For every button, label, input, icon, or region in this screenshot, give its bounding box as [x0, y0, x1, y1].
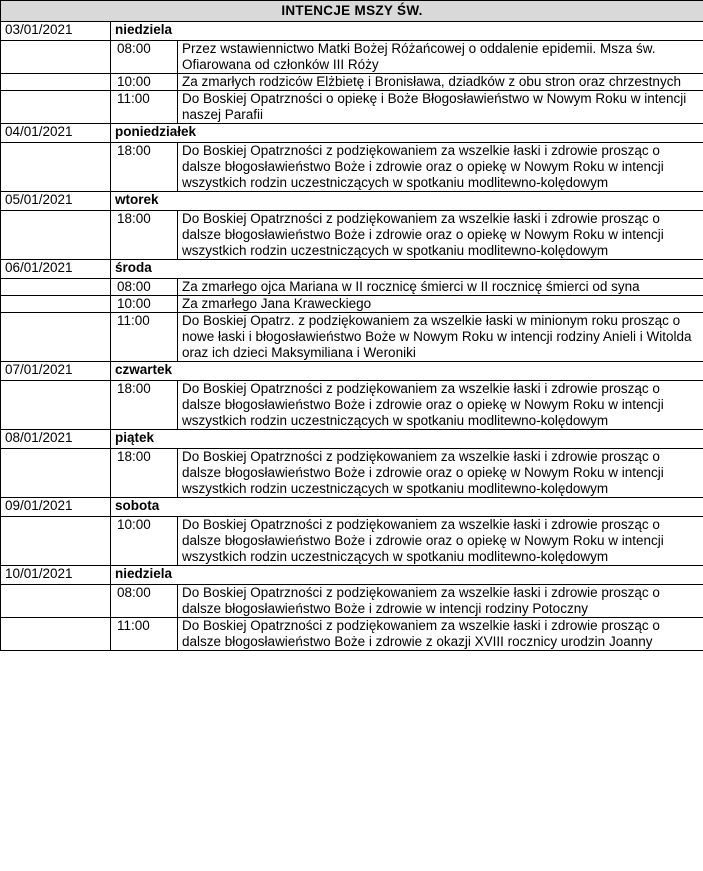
blank-cell: [1, 279, 111, 296]
mass-row: [1, 517, 703, 566]
mass-time: 11:00: [111, 91, 178, 124]
weekday-cell: niedziela: [111, 566, 703, 585]
mass-intention: Do Boskiej Opatrzności z podziękowaniem za wszelkie łaski i zdrowie prosząc o dalsze błogosławieństwo Boże i zdrowie w intencji rodziny Potoczny: [178, 585, 703, 618]
date-cell: 05/01/2021: [1, 192, 111, 211]
blank-cell: [1, 41, 111, 74]
mass-time: 10:00: [111, 296, 178, 313]
day-header-row: [1, 124, 703, 143]
mass-row: [1, 41, 703, 74]
blank-cell: [1, 74, 111, 91]
mass-time: 10:00: [111, 517, 178, 566]
day-header-row: [1, 430, 703, 449]
weekday-cell: poniedziałek: [111, 124, 703, 143]
mass-row: [1, 143, 703, 192]
mass-intention: Za zmarłego ojca Mariana w II rocznicę śmierci w II rocznicę śmierci od syna: [178, 279, 703, 296]
title-row: [1, 1, 703, 22]
blank-cell: [1, 143, 111, 192]
mass-row: [1, 211, 703, 260]
day-header-row: [1, 22, 703, 41]
blank-cell: [1, 91, 111, 124]
mass-intention: Przez wstawiennictwo Matki Bożej Różańcowej o oddalenie epidemii. Msza św. Ofiarowana od członków III Róży: [178, 41, 703, 74]
blank-cell: [1, 296, 111, 313]
weekday-cell: czwartek: [111, 362, 703, 381]
blank-cell: [1, 313, 111, 362]
mass-row: [1, 618, 703, 651]
date-cell: 08/01/2021: [1, 430, 111, 449]
mass-time: 08:00: [111, 279, 178, 296]
mass-row: [1, 449, 703, 498]
blank-cell: [1, 211, 111, 260]
mass-time: 18:00: [111, 211, 178, 260]
day-header-row: [1, 192, 703, 211]
blank-cell: [1, 618, 111, 651]
mass-intention: Do Boskiej Opatrzności o opiekę i Boże Błogosławieństwo w Nowym Roku w intencji naszej Parafii: [178, 91, 703, 124]
mass-intention: Do Boskiej Opatrzności z podziękowaniem za wszelkie łaski i zdrowie prosząc o dalsze błogosławieństwo Boże i zdrowie oraz o opiekę w Nowym Roku w intencji wszystkich rodzin uczestniczących w spotkaniu modlitewno-kolędowym: [178, 449, 703, 498]
blank-cell: [1, 381, 111, 430]
mass-time: 08:00: [111, 41, 178, 74]
mass-time: 18:00: [111, 143, 178, 192]
mass-row: [1, 585, 703, 618]
mass-intention: Za zmarłego Jana Kraweckiego: [178, 296, 703, 313]
mass-time: 11:00: [111, 313, 178, 362]
mass-row: [1, 279, 703, 296]
mass-row: [1, 381, 703, 430]
weekday-cell: piątek: [111, 430, 703, 449]
mass-time: 10:00: [111, 74, 178, 91]
page-title: INTENCJE MSZY ŚW.: [1, 1, 703, 22]
weekday-cell: wtorek: [111, 192, 703, 211]
mass-intention: Do Boskiej Opatrzności z podziękowaniem za wszelkie łaski i zdrowie prosząc o dalsze błogosławieństwo Boże i zdrowie z okazji XVIII rocznicy urodzin Joanny: [178, 618, 703, 651]
mass-intention: Do Boskiej Opatrzności z podziękowaniem za wszelkie łaski i zdrowie prosząc o dalsze błogosławieństwo Boże i zdrowie oraz o opiekę w Nowym Roku w intencji wszystkich rodzin uczestniczących w spotkaniu modlitewno-kolędowym: [178, 517, 703, 566]
day-header-row: [1, 498, 703, 517]
weekday-cell: niedziela: [111, 22, 703, 41]
mass-intention: Do Boskiej Opatrzności z podziękowaniem za wszelkie łaski i zdrowie prosząc o dalsze błogosławieństwo Boże i zdrowie oraz o opiekę w Nowym Roku w intencji wszystkich rodzin uczestniczących w spotkaniu modlitewno-kolędowym: [178, 211, 703, 260]
mass-time: 18:00: [111, 381, 178, 430]
mass-time: 18:00: [111, 449, 178, 498]
mass-intention: Do Boskiej Opatrzności z podziękowaniem za wszelkie łaski i zdrowie prosząc o dalsze błogosławieństwo Boże i zdrowie oraz o opiekę w Nowym Roku w intencji wszystkich rodzin uczestniczących w spotkaniu modlitewno-kolędowym: [178, 381, 703, 430]
date-cell: 10/01/2021: [1, 566, 111, 585]
blank-cell: [1, 585, 111, 618]
date-cell: 03/01/2021: [1, 22, 111, 41]
mass-time: 11:00: [111, 618, 178, 651]
date-cell: 04/01/2021: [1, 124, 111, 143]
weekday-cell: środa: [111, 260, 703, 279]
blank-cell: [1, 517, 111, 566]
mass-row: [1, 74, 703, 91]
date-cell: 06/01/2021: [1, 260, 111, 279]
date-cell: 07/01/2021: [1, 362, 111, 381]
mass-intention: Do Boskiej Opatrz. z podziękowaniem za wszelkie łaski w minionym roku prosząc o nowe łaski i błogosławieństwo Boże w Nowym Roku w intencji rodziny Anieli i Witolda oraz ich dzieci Maksymiliana i Weroniki: [178, 313, 703, 362]
blank-cell: [1, 449, 111, 498]
mass-row: [1, 91, 703, 124]
weekday-cell: sobota: [111, 498, 703, 517]
day-header-row: [1, 566, 703, 585]
mass-row: [1, 313, 703, 362]
mass-intention: Za zmarłych rodziców Elżbietę i Bronisława, dziadków z obu stron oraz chrzestnych: [178, 74, 703, 91]
mass-intention: Do Boskiej Opatrzności z podziękowaniem za wszelkie łaski i zdrowie prosząc o dalsze błogosławieństwo Boże i zdrowie oraz o opiekę w Nowym Roku w intencji wszystkich rodzin uczestniczących w spotkaniu modlitewno-kolędowym: [178, 143, 703, 192]
mass-time: 08:00: [111, 585, 178, 618]
date-cell: 09/01/2021: [1, 498, 111, 517]
mass-row: [1, 296, 703, 313]
day-header-row: [1, 260, 703, 279]
day-header-row: [1, 362, 703, 381]
